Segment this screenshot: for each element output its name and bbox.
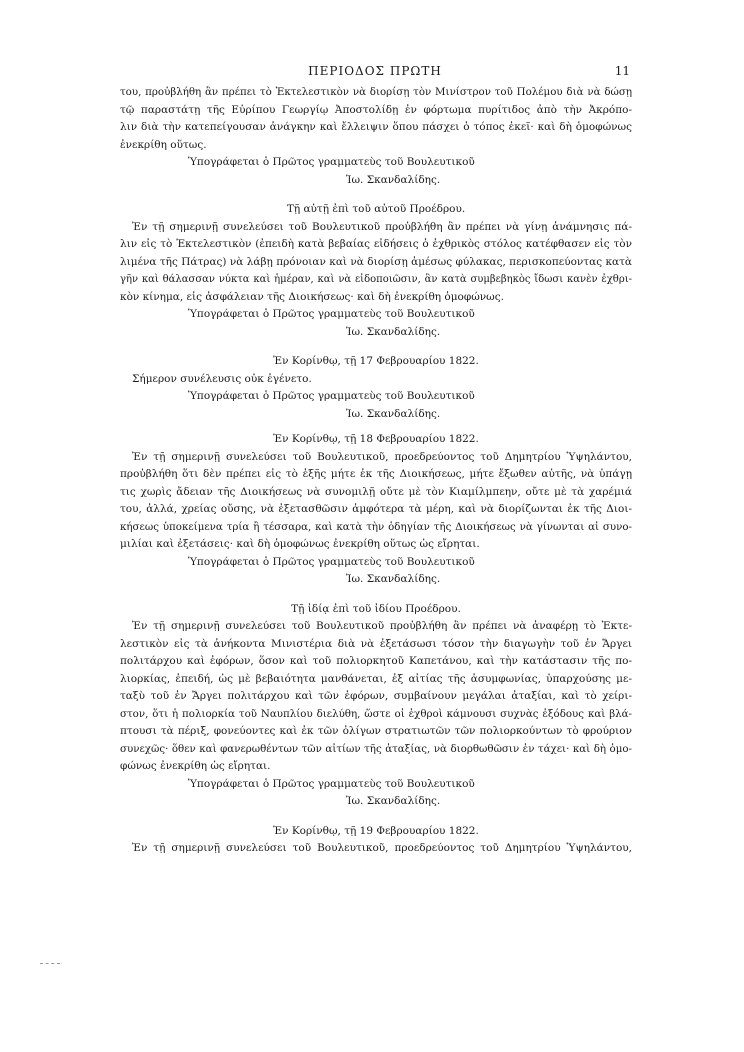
text-line: στον, ὅτι ἡ πολιορκία τοῦ Ναυπλίου διελύθη, ὥστε οἱ ἐχθροὶ κάμνουσι συχνὰς ἐξόδους καὶ βλά- xyxy=(120,707,632,720)
text-line: ταξὺ τοῦ ἐν Ἄργει πολιτάρχου καὶ τῶν ἐφόρων, συμβαίνουν μεγάλαι ἀταξίαι, καὶ τὸ χείρι- xyxy=(120,690,632,702)
text-line: λεστικὸν εἰς τὰ ἀνήκοντα Μινιστέρια διὰ νὰ ἐξετάσωσι τόσον τὴν διαγωγὴν τοῦ ἐν Ἄργει xyxy=(120,637,632,650)
signature-line: Ὑπογράφεται ὁ Πρῶτος γραμματεὺς τοῦ Βουλευτικοῦ xyxy=(188,156,475,168)
session-heading: Τῇ αὐτῇ ἐπὶ τοῦ αὐτοῦ Προέδρου. xyxy=(286,203,466,215)
text-line: πολιτάρχου καὶ ἐφόρων, ὅσον καὶ τοῦ πολιορκητοῦ Καπετάνου, καὶ τὴν κατάστασιν τῆς πο- xyxy=(120,655,632,667)
page-body xyxy=(120,84,632,858)
date-heading: Ἐν Κορίνθῳ, τῇ 17 Φεβρουαρίου 1822. xyxy=(273,355,479,367)
running-header xyxy=(120,64,630,84)
text-line: πτουσι τὰ πέριξ, φονεύοντες καὶ ἐκ τῶν ὀλίγων στρατιωτῶν τῶν πολιορκούντων τὸ φρούριον xyxy=(120,725,632,737)
signature-line: Ὑπογράφεται ὁ Πρῶτος γραμματεὺς τοῦ Βουλευτικοῦ xyxy=(188,555,475,568)
text-line: κήσεως ὑποκείμενα τρία ἢ τέσσαρα, καὶ κατὰ τὴν ὁδηγίαν τῆς Διοικήσεως νὰ γίνωνται αἱ συνο- xyxy=(120,520,632,533)
text-line: γῆν καὶ θάλασσαν νύκτα καὶ ἡμέραν, καὶ νὰ εἰδοποιῶσιν, ἂν κατὰ συμβεβηκὸς ἴδωσι κανὲν ἐχθρι- xyxy=(120,274,632,285)
signature-name: Ἰω. Σκανδαλίδης. xyxy=(346,407,441,420)
signature-name: Ἰω. Σκανδαλίδης. xyxy=(346,325,441,338)
date-heading: Ἐν Κορίνθῳ, τῇ 18 Φεβρουαρίου 1822. xyxy=(273,433,479,445)
session-heading: Τῇ ἰδίᾳ ἐπὶ τοῦ ἰδίου Προέδρου. xyxy=(291,602,461,615)
text-line: Σήμερον συνέλευσις οὐκ ἐγένετο. xyxy=(132,372,312,385)
text-line: του, προὐβλήθη ἂν πρέπει τὸ Ἐκτελεστικὸν νὰ διορίσῃ τὸν Μινίστρον τοῦ Πολέμου διὰ νὰ δώσῃ xyxy=(120,86,632,98)
signature-name: Ἰω. Σκανδαλίδης. xyxy=(346,173,441,186)
signature-line: Ὑπογράφεται ὁ Πρῶτος γραμματεὺς τοῦ Βουλευτικοῦ xyxy=(188,390,475,402)
page-number: 11 xyxy=(614,64,630,78)
text-line: τις χωρὶς ἄδειαν τῆς Διοικήσεως νὰ συνομιλῇ οὔτε μὲ τὸν Κιαμίλμπεην, οὔτε μὲ τὰ χαρέμιά xyxy=(120,485,632,498)
text-line: φώνως ἐνεκρίθη ὡς εἴρηται. xyxy=(120,760,271,772)
text-line: λιμένα τῆς Πάτρας) νὰ λάβῃ πρόνοιαν καὶ νὰ διορίσῃ ἀμέσως φύλακας, περισκοπεύοντας κατὰ xyxy=(120,255,632,268)
signature-name: Ἰω. Σκανδαλίδης. xyxy=(346,795,441,807)
text-line: του, ἀλλά, χρείας οὔσης, νὰ ἐξετασθῶσιν ἀμφότερα τὰ μέρη, καὶ νὰ διορίζωνται ἐκ τῆς Διοι- xyxy=(120,503,632,515)
text-line: τῷ παραστάτῃ τῆς Εὐρίπου Γεωργίῳ Ἀποστολίδῃ ἐν φόρτωμα πυρίτιδος ἀπὸ τὴν Ἀκρόπο- xyxy=(120,103,632,116)
date-heading: Ἐν Κορίνθῳ, τῇ 19 Φεβρουαρίου 1822. xyxy=(273,824,479,837)
text-line: προὐβλήθη ὅτι δὲν πρέπει εἰς τὸ ἑξῆς μήτε ἐκ τῆς Διοικήσεως, μήτε ἔξωθεν αὐτῆς, νὰ ὑπάγῃ xyxy=(120,468,632,480)
signature-name: Ἰω. Σκανδαλίδης. xyxy=(346,573,441,585)
text-line: κὸν κίνημα, εἰς ἀσφάλειαν τῆς Διοικήσεως· καὶ δὴ ἐνεκρίθη ὁμοφώνως. xyxy=(120,290,504,303)
text-line: μιλίαι καὶ ἐξετάσεις· καὶ δὴ ὁμοφώνως ἐνεκρίθη οὕτως ὡς εἴρηται. xyxy=(120,538,480,550)
text-line: λιορκίας, ἐπειδή, ὡς μὲ βεβαιότητα μανθάνεται, ἐξ αἰτίας τῆς ἀσυμφωνίας, ὑπαρχούσης με- xyxy=(120,672,632,685)
margin-mark xyxy=(40,963,60,964)
text-line: συνεχῶς· ὅθεν καὶ φανερωθέντων τῶν αἰτίων τῆς ἀταξίας, νὰ διορθωθῶσιν ἐν τάχει· καὶ δὴ ὁμο- xyxy=(120,742,632,755)
text-line: Ἐν τῇ σημερινῇ συνελεύσει τοῦ Βουλευτικοῦ, προεδρεύοντος τοῦ Δημητρίου Ὑψηλάντου, xyxy=(132,450,632,463)
chapter-title: ΠΕΡΙΟΔΟΣ ΠΡΩΤΗ xyxy=(308,64,442,78)
signature-line: Ὑπογράφεται ὁ Πρῶτος γραμματεὺς τοῦ Βουλευτικοῦ xyxy=(188,308,475,320)
text-line: Ἐν τῇ σημερινῇ συνελεύσει τοῦ Βουλευτικοῦ, προεδρεύοντος τοῦ Δημητρίου Ὑψηλάντου, xyxy=(132,842,632,854)
text-line: Ἐν τῇ σημερινῇ συνελεύσει τοῦ Βουλευτικοῦ προὐβλήθη ἂν πρέπει νὰ ἀναφέρῃ τὸ Ἐκτε- xyxy=(132,620,632,632)
text-line: Ἐν τῇ σημερινῇ συνελεύσει τοῦ Βουλευτικοῦ προὐβλήθη ἂν πρέπει νὰ γίνῃ ἀνάμνησις πά- xyxy=(132,220,632,233)
signature-line: Ὑπογράφεται ὁ Πρῶτος γραμματεὺς τοῦ Βουλευτικοῦ xyxy=(188,777,475,790)
text-line: λιν εἰς τὸ Ἐκτελεστικὸν (ἐπειδὴ κατὰ βεβαίας εἰδήσεις ὁ ἐχθρικὸς στόλος κατέφθασεν εἰς τὸν xyxy=(120,238,632,250)
text-line: ἐνεκρίθη οὕτως. xyxy=(120,138,207,151)
text-line: λιν διὰ τὴν κατεπείγουσαν ἀνάγκην καὶ ἔλλειψιν ὅπου πάσχει ὁ τόπος ἐκεῖ· καὶ δὴ ὁμοφώνως xyxy=(120,121,632,133)
